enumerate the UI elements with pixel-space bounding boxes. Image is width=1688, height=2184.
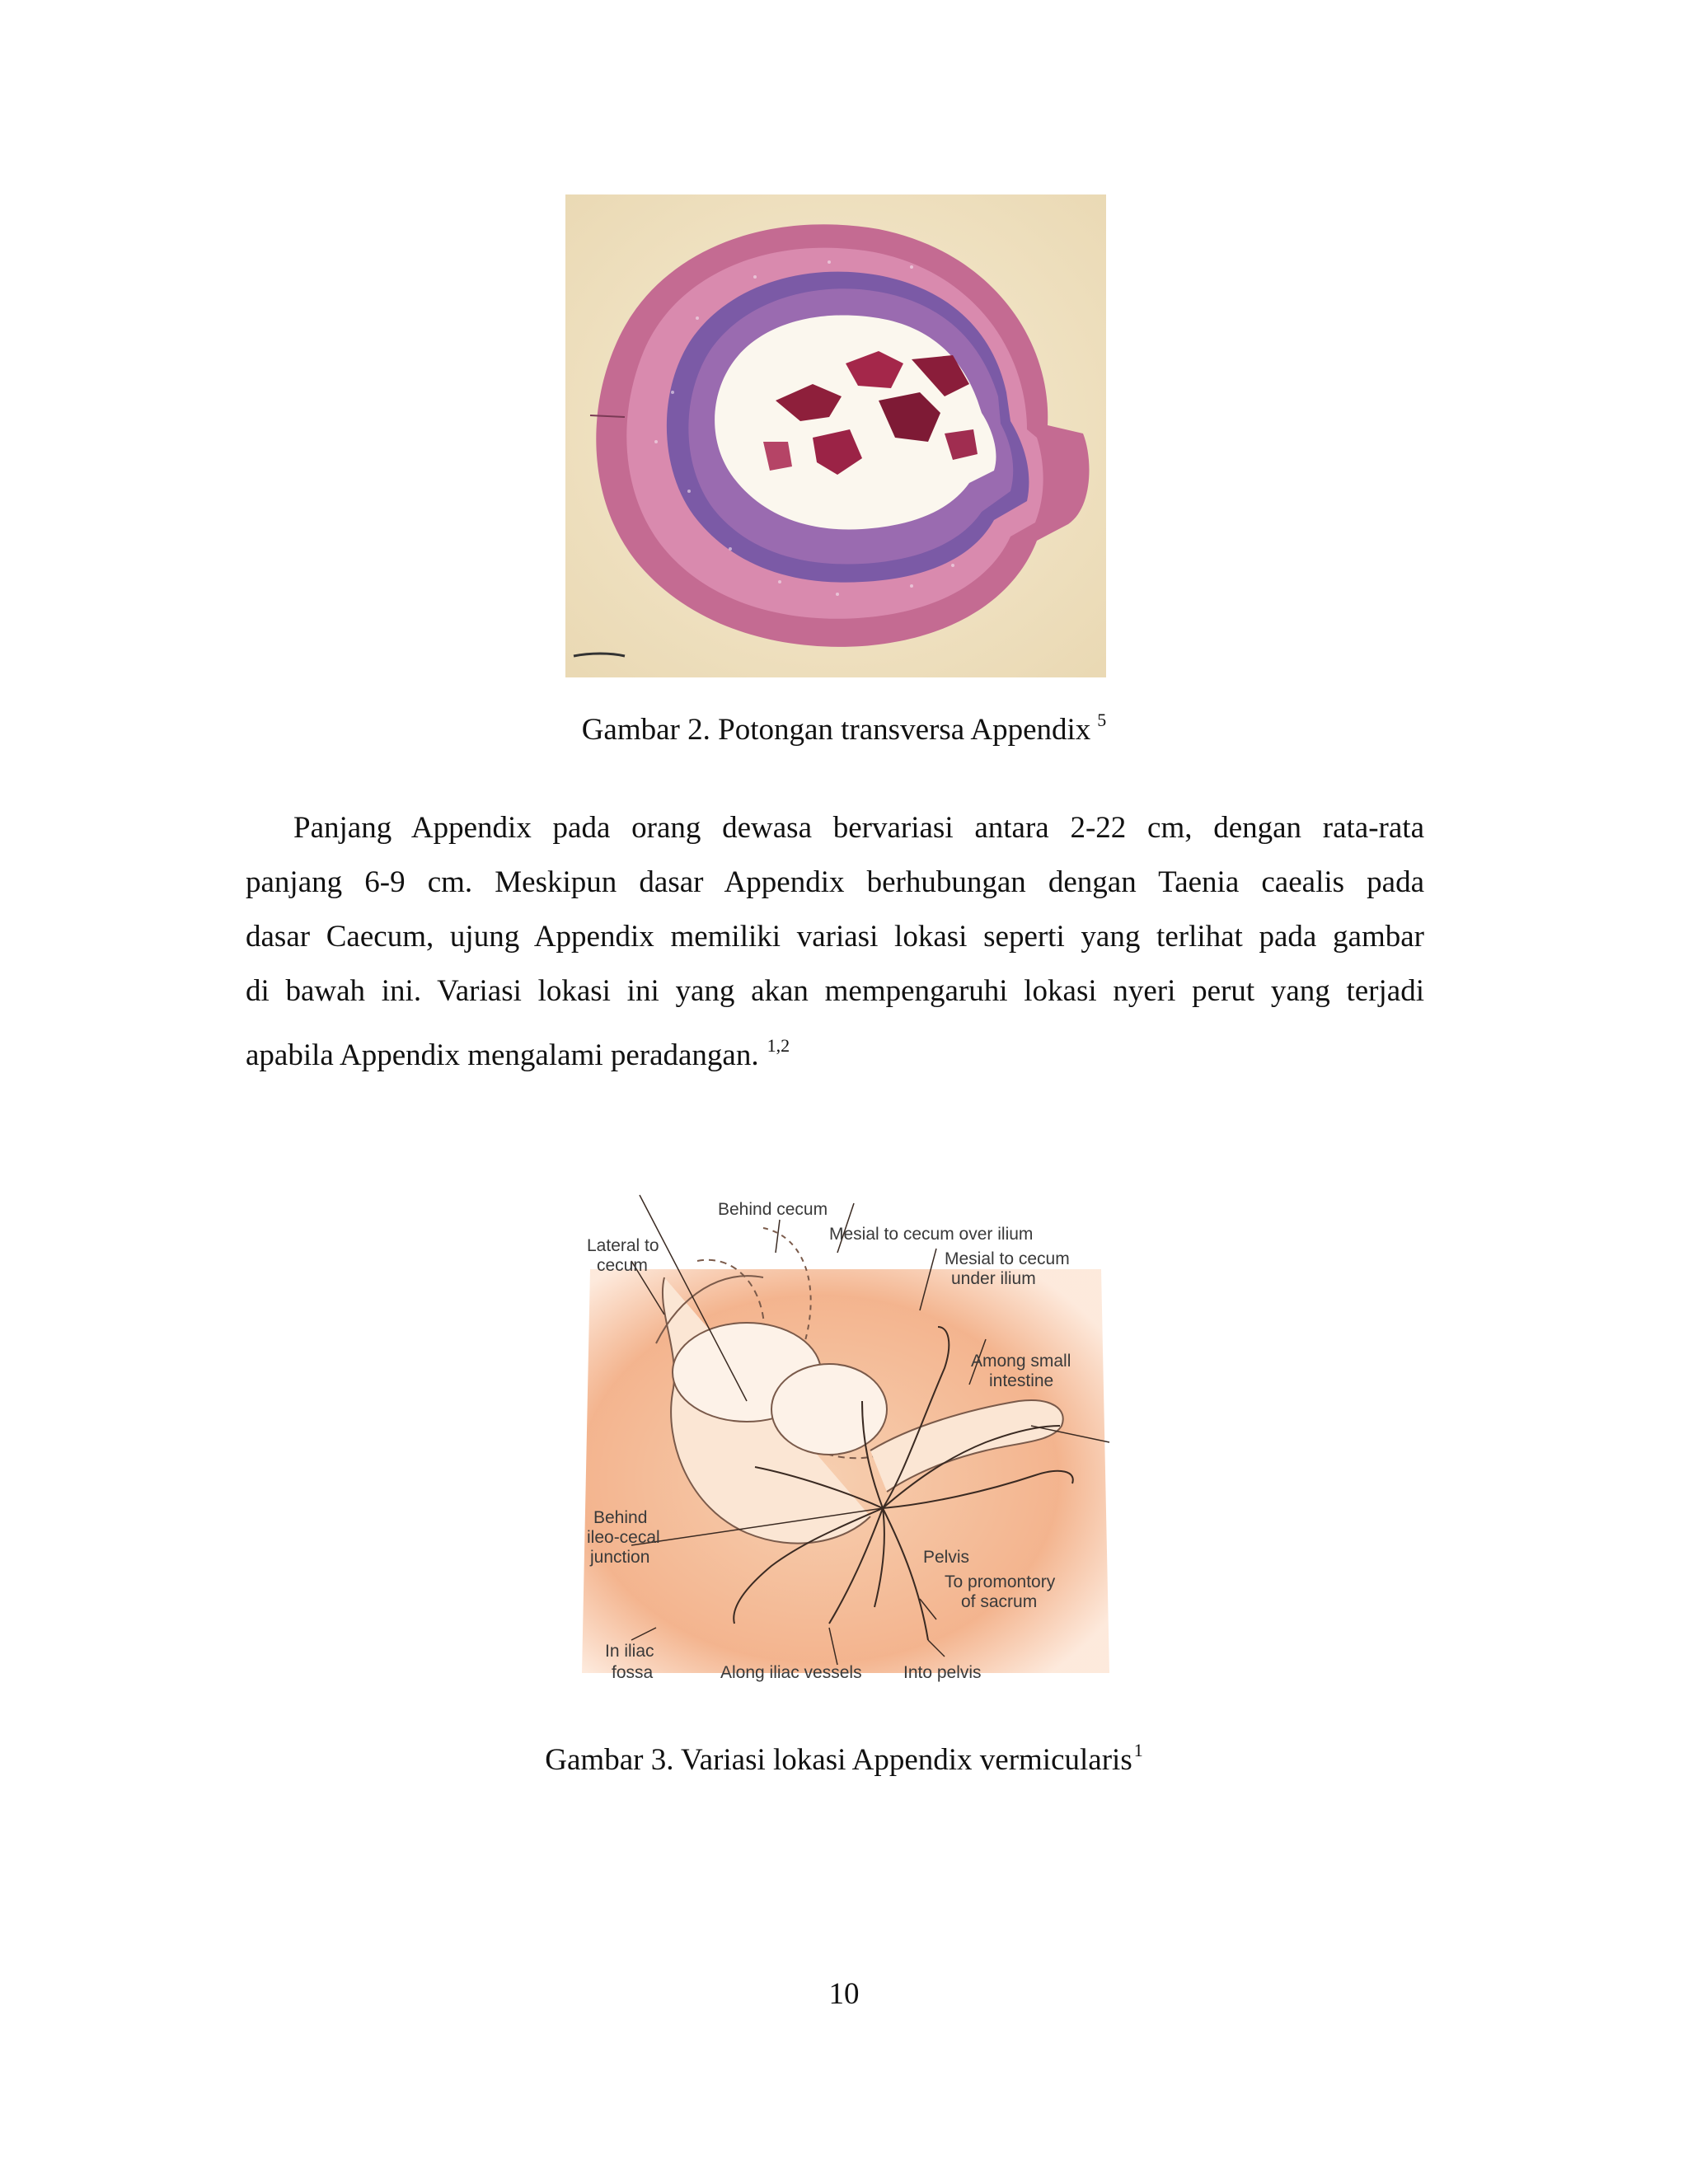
figure-3-caption-ref: 1 [1133,1740,1143,1760]
label-mesial-under-ilium-1: Mesial to cecum [945,1249,1070,1268]
figure-3-caption [0,1732,1688,1779]
figure-2-caption-text: Gambar 2. Potongan transversa Appendix [581,713,1091,747]
figure-2-caption-ref: 5 [1097,710,1107,730]
page-number: 10 [828,1977,860,2011]
label-along-iliac-vessels: Along iliac vessels [720,1663,862,1682]
figure-2-caption [0,702,1688,748]
label-pelvis: Pelvis [923,1548,970,1567]
paragraph-line: Panjang Appendix pada orang dewasa bervariasi antara 2-22 cm, dengan rata-rata [293,811,1424,845]
label-behind-ileocecal-2: ileo-cecal [587,1528,660,1547]
paragraph-line: di bawah ini. Variasi lokasi ini yang akan mempengaruhi lokasi nyeri perut yang terjadi [246,974,1424,1008]
label-iliac-fossa-2: fossa [612,1663,654,1682]
paragraph-line: dasar Caecum, ujung Appendix memiliki variasi lokasi seperti yang terlihat pada gambar [246,920,1424,954]
label-behind-ileocecal-3: junction [590,1548,650,1567]
appendix-cross-section-image [565,194,1106,677]
label-among-small-intestine-2: intestine [989,1371,1054,1390]
body-paragraph [246,801,1424,1073]
label-behind-cecum: Behind cecum [718,1200,828,1219]
histology-illustration [565,194,1106,677]
label-promontory-1: To promontory [945,1572,1056,1591]
appendix-location-diagram [557,1179,1134,1706]
appendix-location-illustration [557,1179,1134,1706]
label-mesial-over-ilium: Mesial to cecum over ilium [829,1225,1034,1244]
paragraph-line-last [246,1019,1424,1073]
label-lateral-to-cecum-2: cecum [597,1256,648,1275]
label-into-pelvis: Into pelvis [903,1663,982,1682]
figure-3-caption-text: Gambar 3. Variasi lokasi Appendix vermicularis [545,1743,1132,1777]
paragraph-line-text: apabila Appendix mengalami peradangan. [246,1038,759,1072]
label-iliac-fossa-1: In iliac [605,1642,654,1661]
label-lateral-to-cecum-1: Lateral to [587,1236,659,1255]
label-behind-ileocecal-1: Behind [593,1508,648,1527]
label-mesial-under-ilium-2: under ilium [951,1269,1036,1288]
label-promontory-2: of sacrum [961,1592,1038,1611]
paragraph-ref: 1,2 [767,1035,790,1056]
paragraph-line: panjang 6-9 cm. Meskipun dasar Appendix berhubungan dengan Taenia caealis pada [246,865,1424,899]
label-among-small-intestine-1: Among small [971,1352,1071,1371]
